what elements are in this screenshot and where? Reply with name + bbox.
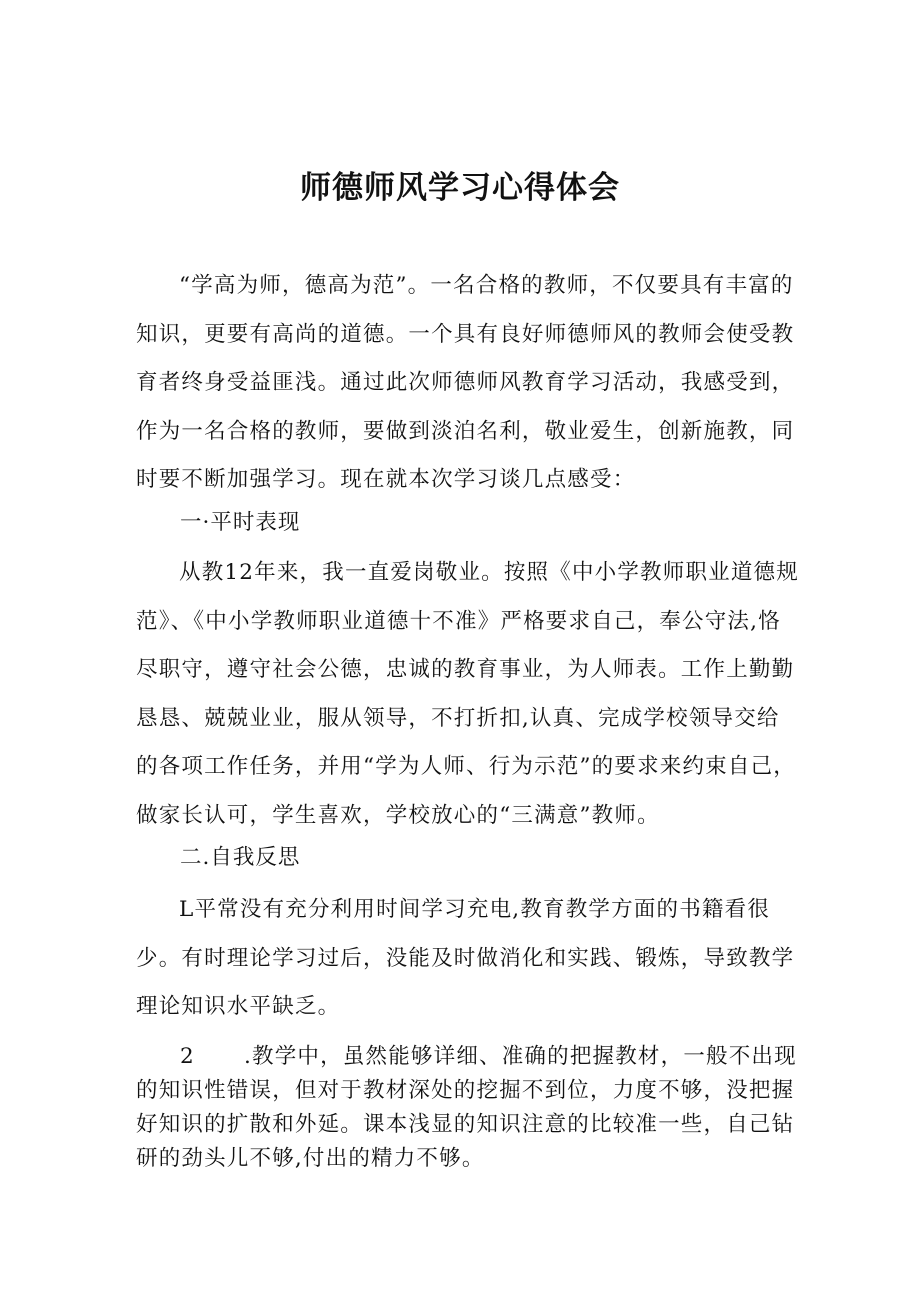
reflection-item-2 [136,1040,800,1176]
performance-paragraph: 从教12年来，我一直爱岗敬业。按照《中小学教师职业道德规范》、《中小学教师职业道德十不准》严格要求自己，奉公守法,恪尽职守，遵守社会公德，忠诚的教育事业，为人师表。工作上勤勤恳恳、兢兢业业，服从领导，不打折扣,认真、完成学校领导交给的各项工作任务，并用“学为人师、行为示范”的要求来约束自己，做家长认可，学生喜欢，学校放心的“三满意”教师。 [136,560,799,828]
section-heading-reflection: 二.自我反思 [180,845,301,870]
reflection-item-1: L平常没有充分利用时间学习充电,教育教学方面的书籍看很少。有时理论学习过后，没能及时做消化和实践、锻炼，导致教学理论知识水平缺乏。 [136,897,795,1020]
reflection-item-2-text: .教学中，虽然能够详细、准确的把握教材，一般不出现的知识性错误，但对于教材深处的挖掘不到位，力度不够，没把握好知识的扩散和外延。课本浅显的知识注意的比较准一些，自己钻研的劲头儿不够,付出的精力不够。 [136,1044,797,1171]
section-heading-performance: 一·平时表现 [180,510,301,535]
reflection-item-2-number: 2 [180,1044,195,1069]
intro-paragraph: “学高为师，德高为范”。一名合格的教师，不仅要具有丰富的知识，更要有高尚的道德。一个具有良好师德师风的教师会使受教育者终身受益匪浅。通过此次师德师风教育学习活动，我感受到，作为一名合格的教师，要做到淡泊名利，敬业爱生，创新施教，同时要不断加强学习。现在就本次学习谈几点感受： [136,273,795,493]
document-title: 师德师风学习心得体会 [300,170,620,206]
